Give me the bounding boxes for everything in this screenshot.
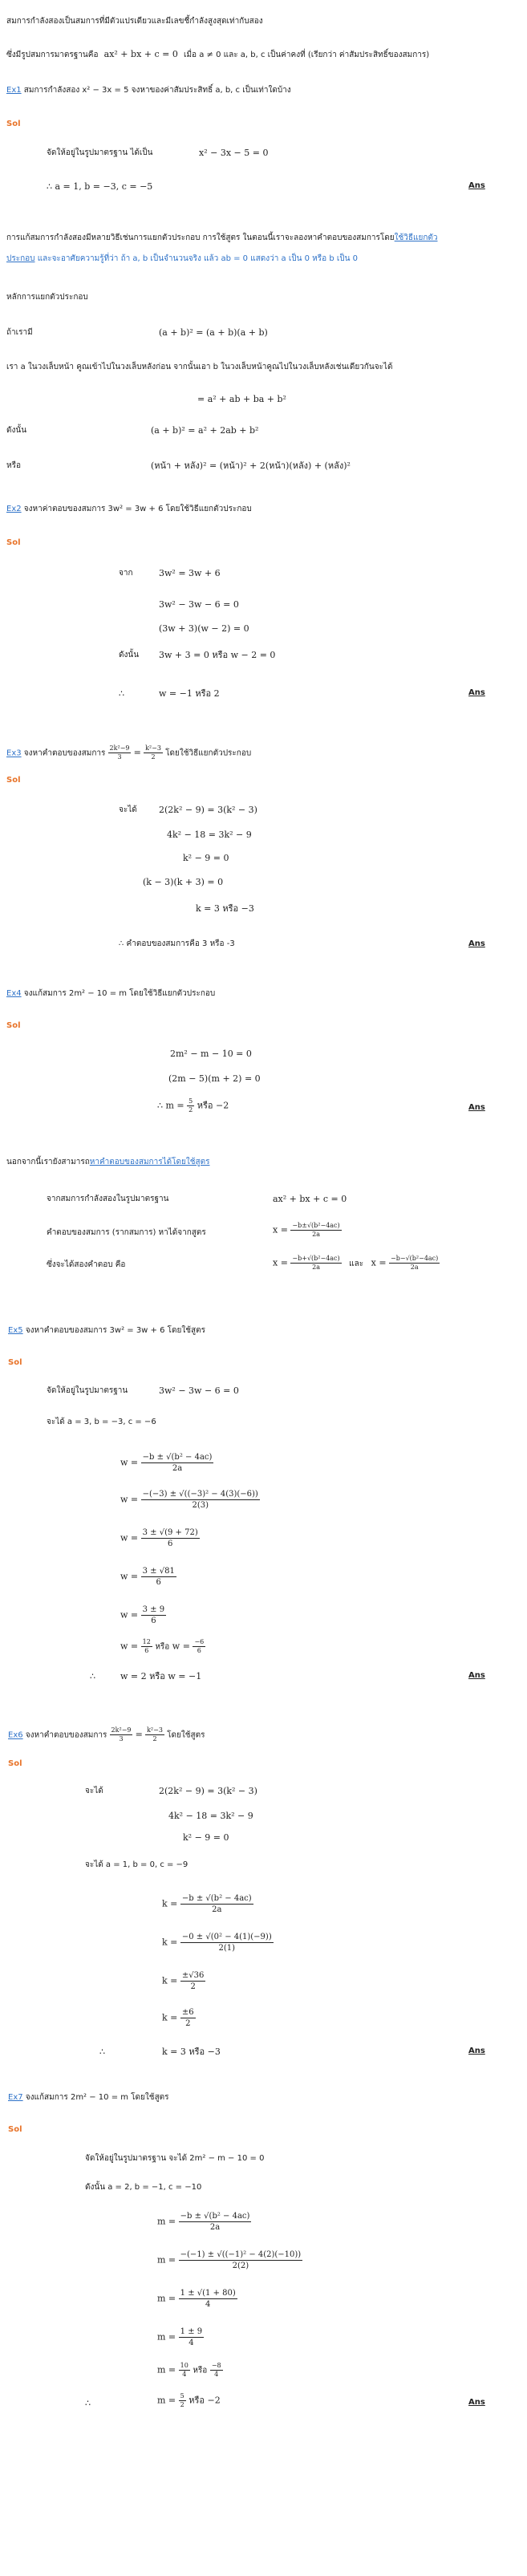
ex7-question: จงแก้สมการ 2m² − 10 = m โดยใช้สูตร xyxy=(25,2093,169,2102)
factor-if-label: ถ้าเรามี xyxy=(6,328,33,337)
ex7-step-4: m = $\frac{1 \pm 9}{4}$ xyxy=(157,2327,203,2347)
ex7-sol-label: Sol xyxy=(8,2125,22,2134)
ex7-therefore: ∴ xyxy=(85,2398,91,2408)
ex3-result: ∴ คำตอบของสมการคือ 3 หรือ -3 xyxy=(119,939,235,948)
formula-root-plus: $\frac{\text{−b+√(b²−4ac)}}{2a}$ xyxy=(292,1255,340,1271)
ex5-label[interactable]: Ex5 xyxy=(8,1326,23,1335)
ex5-coef: จะได้ a = 3, b = −3, c = −6 xyxy=(47,1418,156,1426)
ex3-q-suffix: โดยใช้วิธีแยกตัวประกอบ xyxy=(165,748,252,758)
ex4-label[interactable]: Ex4 xyxy=(6,989,22,998)
ex6-ans: Ans xyxy=(468,2047,485,2055)
ex2-line-4: 3w + 3 = 0 หรือ w − 2 = 0 xyxy=(159,650,276,660)
ex3-line-2: 4k² − 18 = 3k² − 9 xyxy=(167,830,252,840)
ex6-line-2: 4k² − 18 = 3k² − 9 xyxy=(168,1811,253,1821)
ex6-coef: จะได้ a = 1, b = 0, c = −9 xyxy=(85,1860,189,1869)
factor-expand-text: เรา a ในวงเล็บหน้า คูณเข้าไปในวงเล็บหลังก่อน จากนั้นเอา b ในวงเล็บหน้าคูณไปในวงเล็บหลังเช่นเดียวกันจะได้ xyxy=(6,363,393,371)
factor-method-link-cont[interactable]: ประกอบ xyxy=(6,254,35,263)
ex3-ans: Ans xyxy=(468,939,485,948)
ex4-line-2: (2m − 5)(m + 2) = 0 xyxy=(168,1073,261,1084)
ex7-std: จัดให้อยู่ในรูปมาตรฐาน จะได้ 2m² − m − 10 = 0 xyxy=(85,2154,265,2163)
ex1-result: ∴ a = 1, b = −3, c = −5 xyxy=(47,181,153,192)
ex1-step1-eq: x² − 3x − 5 = 0 xyxy=(199,148,269,158)
ex7-step-3: m = $\frac{1 \pm √(1 + 80)}{4}$ xyxy=(157,2289,236,2309)
ex4-sol-label: Sol xyxy=(6,1021,21,1030)
ex6-step-1: k = $\frac{\text{−b ± √(b² − 4ac)}}{2a}$ xyxy=(162,1894,252,1914)
ex7-label[interactable]: Ex7 xyxy=(8,2093,23,2102)
formula-intro-text: นอกจากนี้เรายังสามารถ xyxy=(6,1158,90,1166)
formula-r2-text: คำตอบของสมการ (รากสมการ) หาได้จากสูตร xyxy=(47,1228,206,1237)
ex3-label[interactable]: Ex3 xyxy=(6,748,22,758)
ex1-question: สมการกำลังสอง x² − 3x = 5 จงหาของค่าสัมประสิทธิ์ a, b, c เป็นเท่าใดบ้าง xyxy=(23,86,291,95)
ex4-line-1: 2m² − m − 10 = 0 xyxy=(170,1049,252,1059)
ex3-q-frac-1: $\frac{\text{2k²−9}}{3}$ xyxy=(109,744,130,761)
standard-equation: ax² + bx + c = 0 xyxy=(103,49,178,59)
ex6-result: k = 3 หรือ −3 xyxy=(162,2047,221,2057)
ex5-step-2: w = $\frac{\text{−(−3) ± √((−3)² − 4(3)(−6))}}{2(3)}$ xyxy=(120,1490,258,1510)
ex6-label[interactable]: Ex6 xyxy=(8,1730,23,1740)
ex7-step-5: m = $\frac{10}{4}$ หรือ $\frac{-8}{4}$ xyxy=(157,2362,221,2378)
factor-if-eq: (a + b)² = (a + b)(a + b) xyxy=(159,327,268,338)
factor-expand-eq: = a² + ab + ba + b² xyxy=(197,394,286,404)
formula-root-minus: $\frac{\text{−b−√(b²−4ac)}}{2a}$ xyxy=(391,1255,439,1271)
ex4-question: จงแก้สมการ 2m² − 10 = m โดยใช้วิธีแยกตัวประกอบ xyxy=(23,989,216,998)
intro-line-2 xyxy=(6,48,429,61)
ex5-step-5: w = $\frac{3 \pm 9}{6}$ xyxy=(120,1605,165,1625)
ex1-label[interactable]: Ex1 xyxy=(6,86,22,95)
intro-line-2-suffix: เมื่อ a ≠ 0 และ a, b, c เป็นค่าคงที่ (เรียกว่า ค่าสัมประสิทธิ์ของสมการ) xyxy=(184,51,430,59)
ex4-ans: Ans xyxy=(468,1103,485,1112)
factor-method-link[interactable]: ใช้วิธีแยกตัว xyxy=(394,233,438,242)
ex6-get-label: จะได้ xyxy=(85,1787,103,1795)
ex6-step-4: k = $\frac{\pm 6}{2}$ xyxy=(162,2008,194,2028)
ex7-result-frac: $\frac{5}{2}$ xyxy=(180,2392,184,2408)
ex2-question: จงหาค่าตอบของสมการ 3w² = 3w + 6 โดยใช้วิธีแยกตัวประกอบ xyxy=(23,505,252,513)
factor-or-label: หรือ xyxy=(6,461,21,470)
ex2-sol-label: Sol xyxy=(6,538,21,547)
ex5-std-text: จัดให้อยู่ในรูปมาตรฐาน xyxy=(47,1386,128,1395)
ex2-line-3: (3w + 3)(w − 2) = 0 xyxy=(159,623,249,634)
ex2-line-1: 3w² = 3w + 6 xyxy=(159,568,221,578)
factor-para-line-2 xyxy=(6,254,358,265)
quadratic-formula-frac: $\frac{\text{−b±√(b²−4ac)}}{2a}$ xyxy=(292,1222,340,1238)
ex1-sol-label: Sol xyxy=(6,120,21,128)
formula-r1-text: จากสมการกำลังสองในรูปมาตรฐาน xyxy=(47,1195,169,1203)
ex3-sol-label: Sol xyxy=(6,776,21,785)
ex3-question-line: Ex3 จงหาคำตอบของสมการ $\frac{\text{2k²−9}}{3}$ = $\frac{\text{k²−3}}{2}$ โดยใช้วิธีแยกตัวประกอบ xyxy=(6,744,252,761)
ex6-step-3: k = $\frac{\pm√36}{2}$ xyxy=(162,1971,205,1991)
factor-principle: หลักการแยกตัวประกอบ xyxy=(6,293,88,302)
ex4-line-3: ∴ m = $\frac{5}{2}$ หรือ −2 xyxy=(157,1097,229,1114)
ex6-step-2: k = $\frac{\text{−0 ± √(0² − 4(1)(−9))}}{2(1)}$ xyxy=(162,1933,272,1953)
ex3-line-4: (k − 3)(k + 3) = 0 xyxy=(143,877,224,887)
ex5-step-6: w = $\frac{12}{6}$ หรือ w = $\frac{-6}{6}$ xyxy=(120,1638,205,1654)
factor-or-eq: (หน้า + หลัง)² = (หน้า)² + 2(หน้า)(หลัง) + (หลัง)² xyxy=(151,460,351,471)
ex2-therefore: ∴ xyxy=(119,688,124,699)
ex1-step1-text: จัดให้อยู่ในรูปมาตรฐาน ได้เป็น xyxy=(47,148,153,157)
ex6-sol-label: Sol xyxy=(8,1759,22,1768)
ex2-label[interactable]: Ex2 xyxy=(6,505,22,513)
ex4-result-frac: $\frac{5}{2}$ xyxy=(189,1097,193,1114)
ex1-ans: Ans xyxy=(468,181,485,190)
ex5-step-1: w = $\frac{\text{−b ± √(b² − 4ac)}}{2a}$ xyxy=(120,1453,213,1473)
ex6-line-1: 2(2k² − 9) = 3(k² − 3) xyxy=(159,1786,257,1796)
ex7-step-2: m = $\frac{\text{−(−1) ± √((−1)² − 4(2)(−10))}}{2(2)}$ xyxy=(157,2250,302,2270)
ex5-std-eq: 3w² − 3w − 6 = 0 xyxy=(159,1385,239,1396)
ex3-get-label: จะได้ xyxy=(119,805,137,814)
factor-para-line-1 xyxy=(6,233,438,244)
factor-para-text-a: การแก้สมการกำลังสองมีหลายวิธีเช่นการแยกตัวประกอบ การใช้สูตร ในตอนนี้เราจะลองหาคำตอบของสมการโดย xyxy=(6,233,395,242)
ex7-ans: Ans xyxy=(468,2398,485,2407)
formula-r3-eq: x = $\frac{\text{−b+√(b²−4ac)}}{2a}$ และ x = $\frac{\text{−b−√(b²−4ac)}}{2a}$ xyxy=(273,1255,439,1271)
formula-link[interactable]: หาคำตอบของสมการได้โดยใช้สูตร xyxy=(89,1158,210,1166)
ex5-question-line xyxy=(8,1325,205,1337)
ex3-line-5: k = 3 หรือ −3 xyxy=(196,903,254,914)
ex5-step-4: w = $\frac{3 \pm √81}{6}$ xyxy=(120,1567,175,1587)
ex2-ans: Ans xyxy=(468,688,485,697)
ex3-q-prefix: จงหาคำตอบของสมการ xyxy=(23,748,106,758)
ex2-line-5: w = −1 หรือ 2 xyxy=(159,688,220,699)
intro-line-1: สมการกำลังสองเป็นสมการที่มีตัวแปรเดียวและมีเลขชี้กำลังสูงสุดเท่ากับสอง xyxy=(6,17,263,26)
ex6-therefore: ∴ xyxy=(99,2047,105,2057)
ex2-line-2: 3w² − 3w − 6 = 0 xyxy=(159,599,239,610)
ex6-q-prefix: จงหาคำตอบของสมการ xyxy=(25,1730,107,1740)
factor-so-eq: (a + b)² = a² + 2ab + b² xyxy=(151,425,259,436)
ex2-so-label: ดังนั้น xyxy=(119,651,140,659)
ex3-q-frac-2: $\frac{\text{k²−3}}{2}$ xyxy=(145,744,161,761)
ex7-step-1: m = $\frac{\text{−b ± √(b² − 4ac)}}{2a}$ xyxy=(157,2212,250,2232)
ex5-ans: Ans xyxy=(468,1671,485,1680)
ex1-question-line xyxy=(6,85,291,96)
ex3-line-1: 2(2k² − 9) = 3(k² − 3) xyxy=(159,805,257,815)
ex2-question-line xyxy=(6,504,252,515)
formula-r2-eq: x = $\frac{\text{−b±√(b²−4ac)}}{2a}$ xyxy=(273,1222,340,1238)
ex6-q-frac-2: $\frac{\text{k²−3}}{2}$ xyxy=(147,1726,163,1742)
ex6-q-frac-1: $\frac{\text{2k²−9}}{3}$ xyxy=(111,1726,132,1742)
factor-para-text-c: และจะอาศัยความรู้ที่ว่า ถ้า a, b เป็นจำนวนจริง แล้ว ab = 0 แสดงว่า a เป็น 0 หรือ b เป็น 0 xyxy=(37,254,358,263)
ex5-result: w = 2 หรือ w = −1 xyxy=(120,1671,202,1681)
ex6-q-suffix: โดยใช้สูตร xyxy=(167,1730,205,1740)
ex6-question-line: Ex6 จงหาคำตอบของสมการ $\frac{\text{2k²−9}}{3}$ = $\frac{\text{k²−3}}{2}$ โดยใช้สูตร xyxy=(8,1726,205,1742)
formula-r1-eq: ax² + bx + c = 0 xyxy=(273,1194,347,1204)
ex2-from-label: จาก xyxy=(119,569,133,578)
ex6-line-3: k² − 9 = 0 xyxy=(183,1832,229,1843)
ex5-step-3: w = $\frac{3 \pm √(9 + 72)}{6}$ xyxy=(120,1528,198,1548)
formula-intro xyxy=(6,1157,209,1168)
ex5-therefore: ∴ xyxy=(90,1671,95,1681)
factor-so-label: ดังนั้น xyxy=(6,426,27,435)
ex5-sol-label: Sol xyxy=(8,1358,22,1367)
ex3-line-3: k² − 9 = 0 xyxy=(183,853,229,863)
ex5-question: จงหาคำตอบของสมการ 3w² = 3w + 6 โดยใช้สูตร xyxy=(25,1326,206,1335)
ex7-question-line xyxy=(8,2092,169,2103)
intro-line-2-prefix: ซึ่งมีรูปสมการมาตรฐานคือ xyxy=(6,51,99,59)
ex7-coef: ดังนั้น a = 2, b = −1, c = −10 xyxy=(85,2183,202,2192)
ex4-question-line xyxy=(6,988,215,1000)
formula-r3-text: ซึ่งจะได้สองคำตอบ คือ xyxy=(47,1260,126,1269)
ex7-result: m = $\frac{5}{2}$ หรือ −2 xyxy=(157,2392,221,2408)
